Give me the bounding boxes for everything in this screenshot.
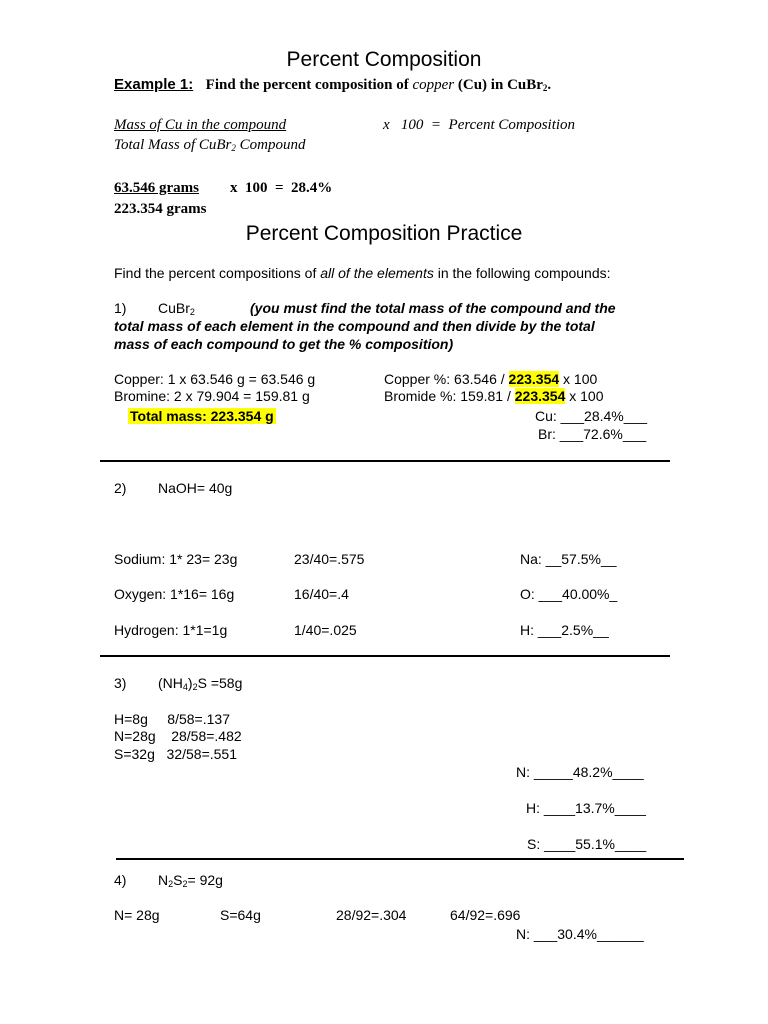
p2-number: 2) bbox=[114, 480, 127, 496]
practice-title: Percent Composition Practice bbox=[245, 222, 523, 245]
p4-compound bbox=[158, 872, 223, 889]
p3-compound-sub2: 2 bbox=[192, 682, 198, 692]
formula-den-sub: 2 bbox=[231, 143, 236, 153]
p2-row-ratio: 1/40=.025 bbox=[294, 622, 357, 638]
p4-compound-prefix: N bbox=[158, 872, 169, 888]
p2-row-mass: Sodium: 1* 23= 23g bbox=[114, 551, 238, 567]
p1-copper-pct-suffix: x 100 bbox=[559, 371, 598, 387]
p3-answer-n: N: _____48.2%____ bbox=[516, 764, 644, 780]
instructions-italic: all of the elements bbox=[320, 265, 434, 281]
p1-answer-br: Br: ___72.6%___ bbox=[538, 426, 647, 442]
p1-copper-mass: Copper: 1 x 63.546 g = 63.546 g bbox=[114, 371, 316, 387]
p4-number: 4) bbox=[114, 872, 127, 888]
p1-copper-pct bbox=[384, 371, 597, 387]
example-prompt-element: copper bbox=[412, 77, 455, 93]
divider-3 bbox=[116, 858, 684, 860]
calc-denominator: 223.354 grams bbox=[114, 201, 207, 217]
p1-bromide-pct-suffix: x 100 bbox=[565, 388, 604, 404]
p4-compound-suffix: = 92g bbox=[187, 872, 223, 888]
p2-row-answer: O: ___40.00%_ bbox=[520, 586, 618, 602]
p3-answer-s: S: ____55.1%____ bbox=[527, 836, 647, 852]
instructions-suffix: in the following compounds: bbox=[433, 265, 611, 281]
p1-note-line2: total mass of each element in the compound and then divide by the total bbox=[114, 318, 595, 334]
p1-bromide-pct-hl: 223.354 bbox=[514, 388, 566, 404]
p4-n-mass: N= 28g bbox=[114, 907, 160, 923]
p3-answer-h: H: ____13.7%____ bbox=[526, 800, 646, 816]
formula-den-prefix: Total Mass of CuBr bbox=[114, 137, 232, 153]
example-prompt-end: . bbox=[547, 77, 552, 93]
p1-bromide-pct-prefix: Bromide %: 159.81 / bbox=[384, 388, 515, 404]
p1-number: 1) bbox=[114, 300, 127, 316]
p3-compound-sub1: 4 bbox=[182, 682, 188, 692]
p3-line: S=32g 32/58=.551 bbox=[114, 746, 237, 762]
calc-result: x 100 = 28.4% bbox=[230, 180, 333, 196]
p3-number: 3) bbox=[114, 675, 127, 691]
formula-times: x 100 = Percent Composition bbox=[383, 117, 576, 133]
divider-2 bbox=[100, 655, 670, 657]
p3-line: N=28g 28/58=.482 bbox=[114, 728, 242, 744]
p1-total-mass: Total mass: 223.354 g bbox=[130, 408, 274, 424]
example-prompt-sub: 2 bbox=[542, 83, 548, 93]
example-prompt-suffix: (Cu) in CuBr bbox=[454, 77, 543, 93]
p1-note-line1: (you must find the total mass of the compound and the bbox=[250, 300, 616, 316]
p2-row-ratio: 16/40=.4 bbox=[294, 586, 349, 602]
p3-compound-prefix: (NH bbox=[158, 675, 183, 691]
formula-numerator: Mass of Cu in the compound bbox=[114, 117, 287, 133]
p1-bromide-pct bbox=[384, 388, 604, 404]
p2-row-answer: Na: __57.5%__ bbox=[520, 551, 617, 567]
p2-compound: NaOH= 40g bbox=[158, 480, 233, 496]
p4-compound-sub1: 2 bbox=[168, 879, 174, 889]
p4-compound-sub2: 2 bbox=[182, 879, 188, 889]
example-prompt-prefix: Find the percent composition of bbox=[205, 77, 413, 93]
practice-instructions bbox=[114, 265, 611, 281]
p4-ratio-s: 64/92=.696 bbox=[450, 907, 521, 923]
p1-compound-sub: 2 bbox=[189, 307, 195, 317]
p2-row-answer: H: ___2.5%__ bbox=[520, 622, 609, 638]
example-prompt bbox=[114, 76, 551, 94]
p2-row-mass: Oxygen: 1*16= 16g bbox=[114, 586, 235, 602]
p1-answer-cu: Cu: ___28.4%___ bbox=[535, 408, 648, 424]
p1-note-line3: mass of each compound to get the % composition) bbox=[114, 336, 454, 352]
p3-compound bbox=[158, 675, 242, 692]
p2-row-mass: Hydrogen: 1*1=1g bbox=[114, 622, 228, 638]
example-label: Example 1: bbox=[114, 76, 194, 93]
p1-bromine-mass: Bromine: 2 x 79.904 = 159.81 g bbox=[114, 388, 310, 404]
calc-numerator: 63.546 grams bbox=[114, 180, 199, 196]
instructions-prefix: Find the percent compositions of bbox=[114, 265, 321, 281]
formula-denominator bbox=[114, 137, 306, 154]
page-title: Percent Composition bbox=[286, 48, 482, 71]
p4-answer-n: N: ___30.4%______ bbox=[516, 926, 644, 942]
p1-copper-pct-hl: 223.354 bbox=[508, 371, 560, 387]
divider-1 bbox=[100, 460, 670, 462]
p4-ratio-n: 28/92=.304 bbox=[336, 907, 407, 923]
p3-line: H=8g 8/58=.137 bbox=[114, 711, 230, 727]
p1-copper-pct-prefix: Copper %: 63.546 / bbox=[384, 371, 509, 387]
p4-compound-mid: S bbox=[173, 872, 183, 888]
p1-compound-base: CuBr bbox=[158, 300, 190, 316]
p1-compound bbox=[158, 300, 195, 317]
p4-s-mass: S=64g bbox=[220, 907, 261, 923]
formula-den-suffix: Compound bbox=[235, 137, 306, 153]
p3-compound-mid: ) bbox=[187, 675, 193, 691]
p3-compound-suffix: S =58g bbox=[197, 675, 243, 691]
p2-row-ratio: 23/40=.575 bbox=[294, 551, 365, 567]
